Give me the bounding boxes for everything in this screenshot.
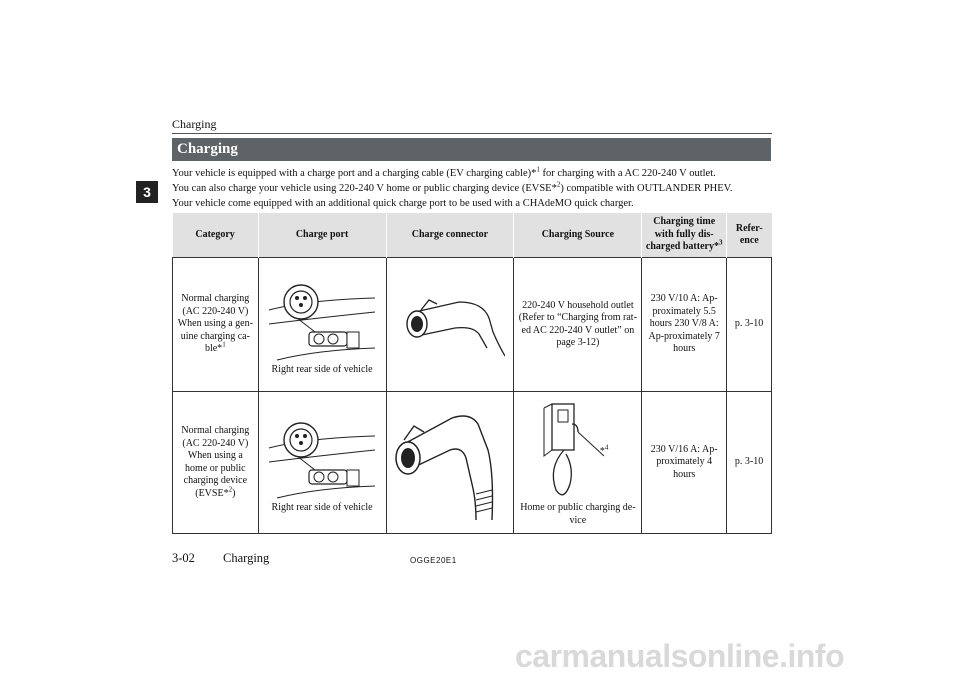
header-category: Category bbox=[173, 213, 259, 258]
header-charging-source: Charging Source bbox=[514, 213, 642, 258]
intro-line-1: Your vehicle is equipped with a charge port and a charging cable (EV charging cable)*$^1$ for charging with a AC 220-240 V outlet. bbox=[172, 165, 716, 179]
reference-cell: p. 3-10 bbox=[727, 258, 772, 392]
intro-text bbox=[172, 166, 772, 211]
page-number: 3-02 bbox=[172, 551, 195, 565]
chapter-tab: 3 bbox=[136, 181, 158, 203]
table-row bbox=[173, 392, 772, 534]
charge-port-illustration bbox=[267, 272, 377, 364]
header-charge-connector: Charge connector bbox=[386, 213, 514, 258]
header-reference: Refer-ence bbox=[727, 213, 772, 258]
charge-connector-cell bbox=[386, 392, 514, 534]
header-charge-port: Charge port bbox=[258, 213, 386, 258]
running-header: Charging bbox=[172, 117, 217, 131]
charge-port-caption: Right rear side of vehicle bbox=[271, 502, 373, 514]
intro-line-2: You can also charge your vehicle using 220-240 V home or public charging device (EVSE*$^2$) compatible with OUTLANDER PHEV. bbox=[172, 180, 733, 194]
category-cell: Normal charging (AC 220-240 V) When using a gen-uine charging ca-ble*$^1$ bbox=[173, 258, 259, 392]
charge-port-illustration bbox=[267, 410, 377, 502]
table-row bbox=[173, 258, 772, 392]
section-title: Charging bbox=[172, 138, 771, 161]
header-rule bbox=[172, 133, 772, 134]
category-cell: Normal charging (AC 220-240 V) When using a home or public charging device (EVSE*$^2$) bbox=[173, 392, 259, 534]
charge-connector-cell bbox=[386, 258, 514, 392]
charge-port-cell bbox=[258, 392, 386, 534]
charging-time-cell: 230 V/10 A: Ap-proximately 5.5 hours 230 V/8 A: Ap-proximately 7 hours bbox=[642, 258, 727, 392]
charging-time-cell: 230 V/16 A: Ap-proximately 4 hours bbox=[642, 392, 727, 534]
charging-source-caption: Home or public charging de-vice bbox=[520, 502, 636, 526]
intro-line-3: Your vehicle come equipped with an additional quick charge port to be used with a CHAdeMO quick charger. bbox=[172, 198, 634, 209]
charging-table bbox=[172, 213, 772, 534]
charge-port-cell bbox=[258, 258, 386, 392]
evse-connector-illustration bbox=[392, 404, 508, 522]
header-charging-time: Charging time with fully dis-charged battery*$^3$ bbox=[642, 213, 727, 258]
charging-source-cell: 220-240 V household outlet (Refer to “Charging from rat-ed AC 220-240 V outlet” on page 3-12) bbox=[514, 258, 642, 392]
reference-cell: p. 3-10 bbox=[727, 392, 772, 534]
charging-source-cell bbox=[514, 392, 642, 534]
watermark: carmanualsonline.info bbox=[515, 638, 845, 674]
table-header-row bbox=[173, 213, 772, 258]
charge-connector-illustration bbox=[395, 290, 505, 360]
document-code: OGGE20E1 bbox=[410, 556, 457, 565]
device-footnote-label: *$^4$ bbox=[599, 443, 609, 457]
charge-port-caption: Right rear side of vehicle bbox=[271, 364, 373, 376]
footer-title: Charging bbox=[223, 551, 270, 565]
